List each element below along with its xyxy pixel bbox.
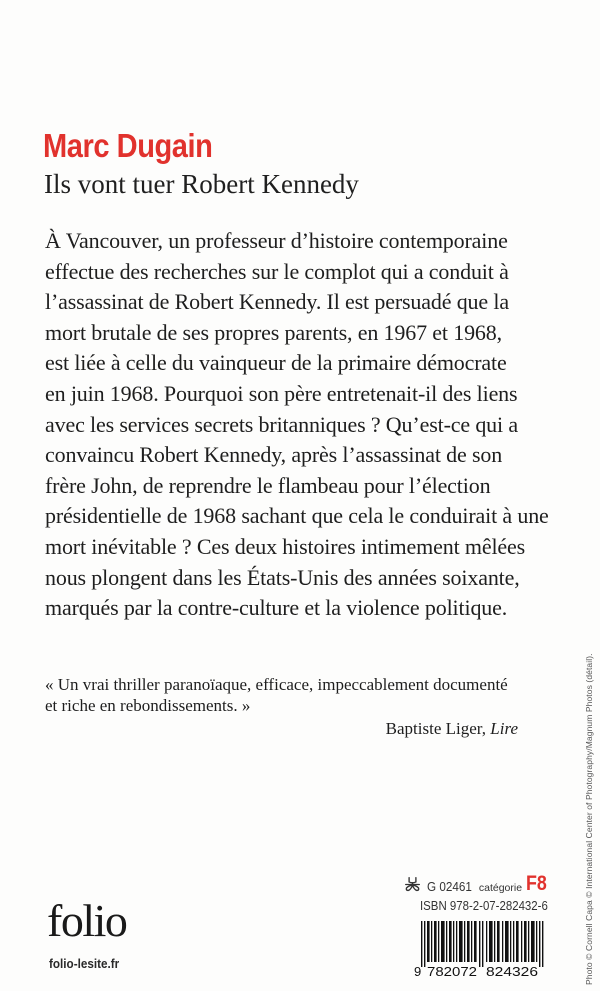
blurb-line: est liée à celle du vainqueur de la primaire démocrate (45, 350, 507, 376)
barcode-left-digits: 782072 (427, 964, 477, 979)
publication-name: Lire (490, 719, 518, 738)
author-name: Marc Dugain (43, 127, 213, 164)
blurb-line: présidentielle de 1968 sachant que cela le conduirait à une (45, 503, 549, 529)
reviewer-name: Baptiste Liger, (385, 719, 491, 738)
blurb-line: convaincu Robert Kennedy, après l’assassinat de son (45, 442, 503, 468)
publisher-website: folio-lesite.fr (49, 956, 120, 971)
blurb (45, 226, 590, 624)
barcode (414, 921, 554, 979)
category-label: catégorie (478, 882, 523, 894)
blurb-line: mort inévitable ? Ces deux histoires intimement mêlées (45, 533, 526, 559)
blurb-line: avec les services secrets britanniques ? Qu’est-ce qui a (45, 411, 518, 437)
blurb-line: l’assassinat de Robert Kennedy. Il est persuadé que la (45, 289, 509, 315)
isbn: ISBN 978-2-07-282432-6 (420, 898, 548, 913)
category-code: F8 (526, 872, 547, 895)
publisher-code: G 02461 (427, 879, 472, 894)
catalog-line (404, 873, 551, 895)
blurb-line: À Vancouver, un professeur d’histoire contemporaine (45, 228, 508, 253)
review-line: et riche en rebondissements. » (45, 696, 251, 715)
blurb-line: marqués par la contre-culture et la violence politique. (45, 595, 508, 621)
blurb-line: effectue des recherches sur le complot qui a conduit à (45, 258, 509, 284)
review-attribution (386, 718, 518, 740)
gallimard-emblem-icon (404, 876, 421, 893)
barcode-right-digits: 824326 (486, 964, 538, 979)
blurb-line: en juin 1968. Pourquoi son père entretenait-il des liens (45, 380, 518, 406)
book-title: Ils vont tuer Robert Kennedy (44, 169, 359, 199)
review-line: « Un vrai thriller paranoïaque, efficace, impeccablement documenté (45, 675, 508, 694)
photo-credit: Photo © Cornell Capa © International Center of Photography/Magnum Photos (détail). (584, 653, 594, 985)
barcode-first-digit: 9 (414, 964, 422, 979)
review-quote (45, 674, 565, 716)
blurb-line: mort brutale de ses propres parents, en 1967 et 1968, (45, 319, 502, 345)
folio-logo: folio (47, 895, 127, 946)
blurb-line: frère John, de reprendre le flambeau pour l’élection (45, 472, 491, 498)
blurb-line: nous plongent dans les États-Unis des années soixante, (45, 564, 520, 590)
